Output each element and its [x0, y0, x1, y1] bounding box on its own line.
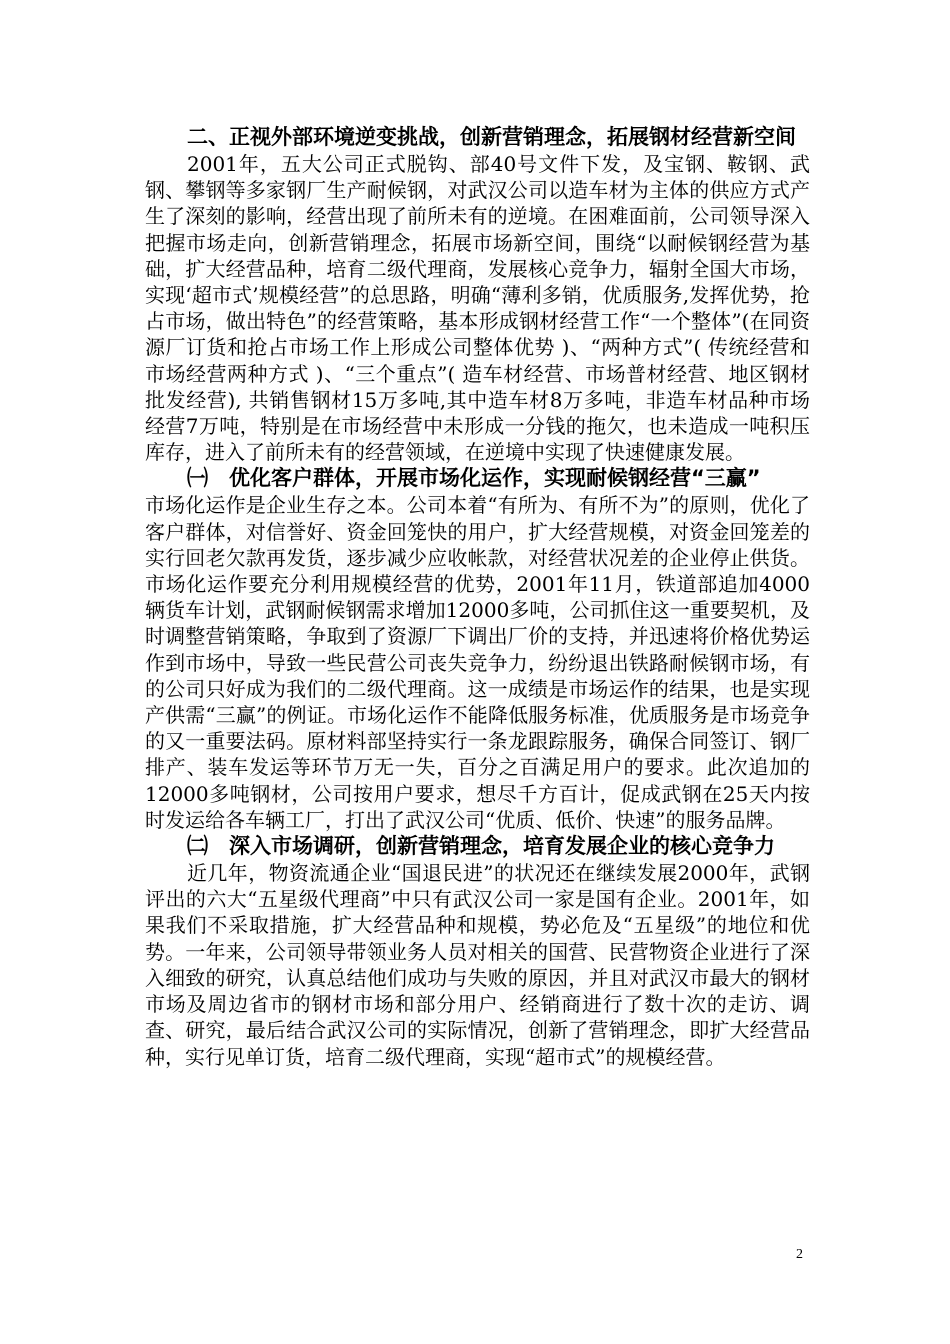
subsection-1-heading: ㈠ 优化客户群体，开展市场化运作，实现耐候钢经营“三赢”: [187, 466, 761, 491]
section-heading: 二、正视外部环境逆变挑战，创新营销理念，拓展钢材经营新空间: [187, 125, 796, 149]
document-page: [145, 124, 810, 1070]
subsection-1-paragraph: 市场化运作是企业生存之本。公司本着“有所为、有所不为”的原则，优化了客户群体，对信誉好、资金回笼快的用户，扩大经营规模，对资金回笼差的实行回老欠款再发货，逐步减少应收帐款，对经营状况差的企业停止供货。市场化运作要充分利用规模经营的优势，2001年11月，铁道部追加4000辆货车计划，武钢耐候钢需求增加12000多吨，公司抓住这一重要契机，及时调整营销策略，争取到了资源厂下调出厂价的支持，并迅速将价格优势运作到市场中，导致一些民营公司丧失竞争力，纷纷退出铁路耐候钢市场，有的公司只好成为我们的二级代理商。这一成绩是市场运作的结果，也是实现产供需“三赢”的例证。市场化运作不能降低服务标准，优质服务是市场竞争的又一重要法码。原材料部坚持实行一条龙跟踪服务，确保合同签订、钢厂排产、装车发运等环节万无一失，百分之百满足用户的要求。此次追加的12000多吨钢材，公司按用户要求，想尽千方百计，促成武钢在25天内按时发运给各车辆工厂，打出了武汉公司“优质、低价、快速”的服务品牌。: [145, 493, 810, 832]
intro-paragraph: 2001年，五大公司正式脱钩、部40号文件下发，及宝钢、鞍钢、武钢、攀钢等多家钢厂生产耐候钢，对武汉公司以造车材为主体的供应方式产生了深刻的影响，经营出现了前所未有的逆境。在困难面前，公司领导深入把握市场走向，创新营销理念，拓展市场新空间，围绕“以耐候钢经营为基础，扩大经营品种，培育二级代理商，发展核心竞争力，辐射全国大市场，实现‘超市式’规模经营”的总思路，明确“薄利多销，优质服务,发挥优势，抢占市场，做出特色”的经营策略，基本形成钢材经营工作“一个整体”(在同资源厂订货和抢占市场工作上形成公司整体优势 )、“两种方式”( 传统经营和市场经营两种方式 )、“三个重点”( 造车材经营、市场普材经营、地区钢材批发经营), 共销售钢材15万多吨,其中造车材8万多吨，非造车材品种市场经营7万吨，特别是在市场经营中未形成一分钱的拖欠，也未造成一吨积压库存，进入了前所未有的经营领域，在逆境中实现了快速健康发展。: [145, 152, 810, 465]
subsection-2-heading: ㈡ 深入市场调研，创新营销理念，培育发展企业的核心竞争力: [187, 834, 775, 859]
page-number: 2: [796, 1247, 803, 1262]
subsection-2-paragraph: 近几年，物资流通企业“国退民进”的状况还在继续发展2000年，武钢评出的六大“五星级代理商”中只有武汉公司一家是国有企业。2001年，如果我们不采取措施，扩大经营品种和规模，势必危及“五星级”的地位和优势。一年来，公司领导带领业务人员对相关的国营、民营物资企业进行了深入细致的研究，认真总结他们成功与失败的原因，并且对武汉市最大的钢材市场及周边省市的钢材市场和部分用户、经销商进行了数十次的走访、调查、研究，最后结合武汉公司的实际情况，创新了营销理念，即扩大经营品种，实行见单订货，培育二级代理商，实现“超市式”的规模经营。: [145, 861, 810, 1069]
